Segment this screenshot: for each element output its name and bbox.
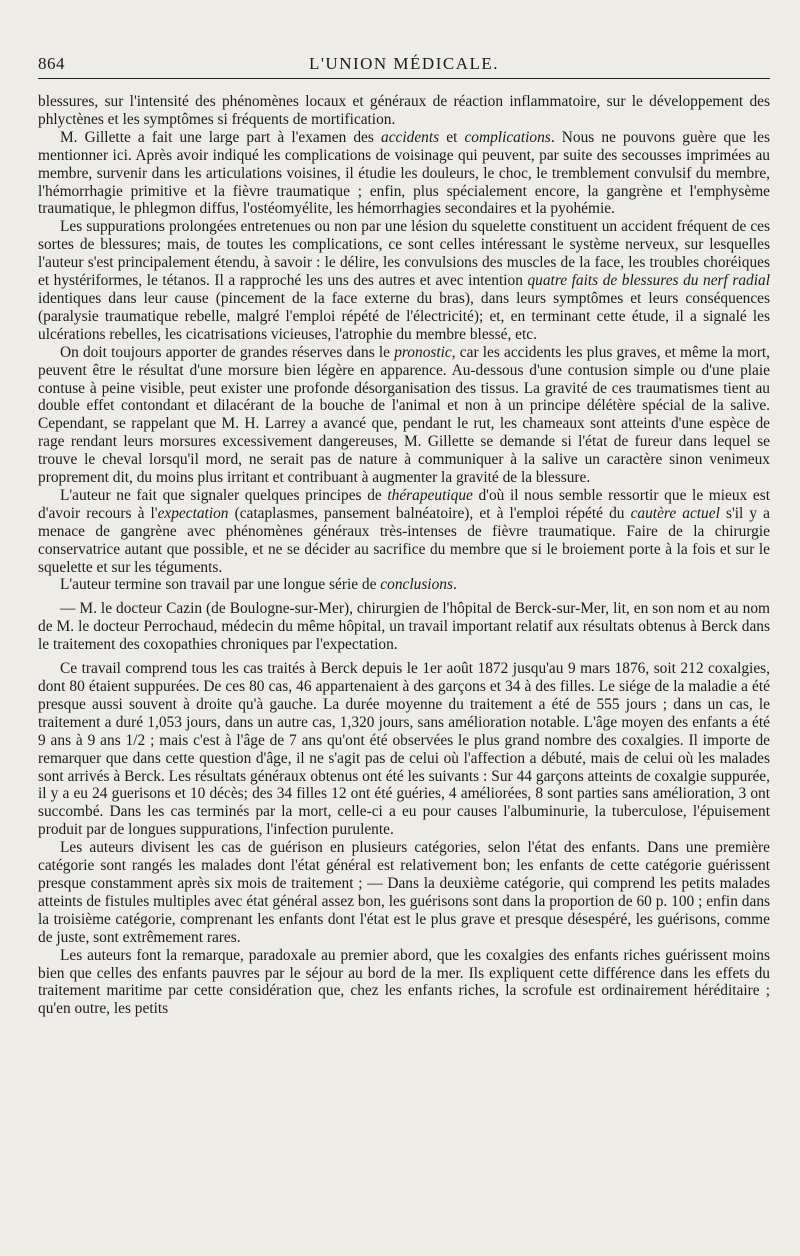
text-run: Ce travail comprend tous les cas traités à Berck depuis le 1er août 1872 jusqu'au 9 mars 1876, soit 212 coxalgies, dont 80 étaient suppurées. De ces 80 cas, 46 appartenaient à des garçons et 34 à des filles. Le siége de la maladie a été presque aussi souvent à droite qu'à gauche. La durée moyenne du traitement a été de 555 jours ; dans un cas, le traitement a duré 1,053 jours, dans un autre cas, 1,320 jours, sans amélioration notable. L'âge moyen des enfants a été 9 ans à 9 ans 1/2 ; mais c'est à l'âge de 7 ans qu'ont été observées le plus grand nombre des coxalgies. Il importe de remarquer que dans cette question d'âge, il ne s'agit pas de celui où l'affection a débuté, mais de celui où les malades sont arrivés à Berck. Les résultats généraux obtenus ont été les suivants : Sur 44 garçons atteints de coxalgie suppurée, il y a eu 24 guerisons et 10 décès; des 34 filles 12 ont été guéries, 4 améliorées, 8 sont parties sans amélioration, 3 ont succombé. Dans les cas terminés par la mort, celle-ci a eu pour causes l'albuminurie, la tuberculose, l'épuisement produit par de longues suppurations, l'infection purulente.: [38, 660, 770, 839]
journal-title: L'UNION MÉDICALE.: [308, 54, 500, 73]
article-body: [38, 93, 770, 1018]
page-number: 864: [38, 54, 65, 73]
italic-run: quatre faits de blessures du nerf radial: [527, 272, 770, 290]
paragraph: [38, 576, 770, 594]
paragraph: [38, 600, 770, 654]
text-run: On doit toujours apporter de grandes réserves dans le: [60, 343, 395, 361]
text-run: blessures, sur l'intensité des phénomènes locaux et généraux de réaction inflammatoire, sur le développement des phlyctènes et les symptômes si fréquents de mortification.: [38, 93, 770, 128]
text-run: et: [439, 128, 465, 146]
paragraph: [38, 344, 770, 487]
paragraph: [38, 839, 770, 946]
italic-run: expectation: [157, 504, 229, 522]
paragraph: [38, 660, 770, 839]
text-run: .: [452, 576, 457, 594]
paragraph: [38, 947, 770, 1019]
italic-run: cautère actuel: [630, 504, 720, 522]
text-run: — M. le docteur Cazin (de Boulogne-sur-Mer), chirurgien de l'hôpital de Berck-sur-Mer, lit, en son nom et au nom de M. le docteur Perrochaud, médecin du même hôpital, un travail important relatif aux résultats obtenus à Berck dans le traitement des coxopathies chroniques par l'expectation.: [38, 600, 770, 654]
italic-run: thérapeutique: [387, 486, 473, 504]
text-run: d'où il nous semble ressortir que le mieux est d'avoir recours à l': [38, 486, 770, 522]
italic-run: accidents: [381, 128, 440, 146]
text-run: Les suppurations prolongées entretenues ou non par une lésion du squelette constituent un accident fréquent de ces sortes de blessures; mais, de toutes les complications, ce sont celles intéressant le système nerveux, sur lesquelles l'auteur s'est principalement étendu, à savoir : le délire, les convulsions des muscles de la face, les troubles choréiques et hystériformes, le tétanos. Il a rapproché les uns des autres et avec intention: [38, 218, 770, 290]
paragraph: [38, 218, 770, 343]
italic-run: conclusions: [380, 576, 453, 594]
text-run: L'auteur ne fait que signaler quelques principes de: [60, 486, 388, 504]
paragraph: [38, 129, 770, 219]
italic-run: pronostic: [394, 343, 452, 361]
paragraph: [38, 487, 770, 577]
text-run: . Nous ne pouvons guère que les mentionner ici. Après avoir indiqué les complications de voisinage qui peuvent, par suite des secousses imprimées au membre, survenir dans les articulations voisines, il étudie les douleurs, le choc, le tremblement convulsif du membre, l'hémorrhagie primitive et la fièvre traumatique ; enfin, plus spécialement encore, la gangrène et l'emphysème traumatique, le phlegmon diffus, l'ostéomyélite, les hémorrhagies secondaires et la pyohémie.: [38, 128, 770, 218]
text-run: , car les accidents les plus graves, et même la mort, peuvent être le résultat d'une morsure bien légère en apparence. Au-dessous d'une contusion simple ou d'une plaie contuse à peine visible, peut exister une profonde désorganisation des tissus. La gravité de ces traumatismes tient au double effet contondant et dilacérant de la bouche de l'animal et non à un principe délétère spécial de la salive. Cependant, se rappelant que M. H. Larrey a avancé que, pendant le rut, les chameaux sont atteints d'une espèce de rage rendant leurs morsures excessivement dangereuses, M. Gillette se demande si l'état de fureur dans lequel se trouve le cheval lorsqu'il mord, ne serait pas de nature à communiquer à la salive un caractère sinon venimeux proprement dit, du moins plus irritant et contribuant à augmenter la gravité de la blessure.: [38, 343, 771, 487]
running-head: [38, 50, 770, 79]
text-run: (cataplasmes, pansement balnéatoire), et à l'emploi répété du: [228, 504, 631, 522]
paragraph: [38, 93, 770, 129]
italic-run: complications: [464, 128, 551, 146]
text-run: s'il y a menace de gangrène avec phénomènes généraux très-intenses de fièvre traumatique. Faire de la chirurgie conservatrice autant que possible, et ne se décider au sacrifice du membre que si le broiement porte à la fois et sur le squelette et sur les téguments.: [38, 504, 770, 576]
text-run: Les auteurs divisent les cas de guérison en plusieurs catégories, selon l'état des enfants. Dans une première catégorie sont rangés les malades dont l'état général est relativement bon; les enfants de cette catégorie guérissent presque constamment après six mois de traitement ; — Dans la deuxième catégorie, qui comprend les petits malades atteints de fistules multiples avec état général assez bon, les guérisons sont dans la proportion de 60 p. 100 ; enfin dans la troisième catégorie, comprenant les enfants dont l'état est le plus grave et presque désespéré, les guérisons, comme de juste, sont extrêmement rares.: [38, 839, 770, 946]
text-run: identiques dans leur cause (pincement de la face externe du bras), dans leurs symptômes et leurs conséquences (paralysie traumatique rebelle, malgré l'emploi répété de l'électricité); et, en terminant cette étude, il a signalé les ulcérations rebelles, les cicatrisations vicieuses, l'atrophie du membre blessé, etc.: [38, 289, 770, 343]
text-run: M. Gillette a fait une large part à l'examen des: [60, 128, 381, 146]
text-run: Les auteurs font la remarque, paradoxale au premier abord, que les coxalgies des enfants riches guérissent moins bien que celles des enfants pauvres par le séjour au bord de la mer. Ils expliquent cette différence dans les effets du traitement maritime par cette considération que, chez les enfants riches, la scrofule est ordinairement héréditaire ; qu'en outre, les petits: [38, 946, 770, 1018]
text-run: L'auteur termine son travail par une longue série de: [60, 576, 381, 594]
